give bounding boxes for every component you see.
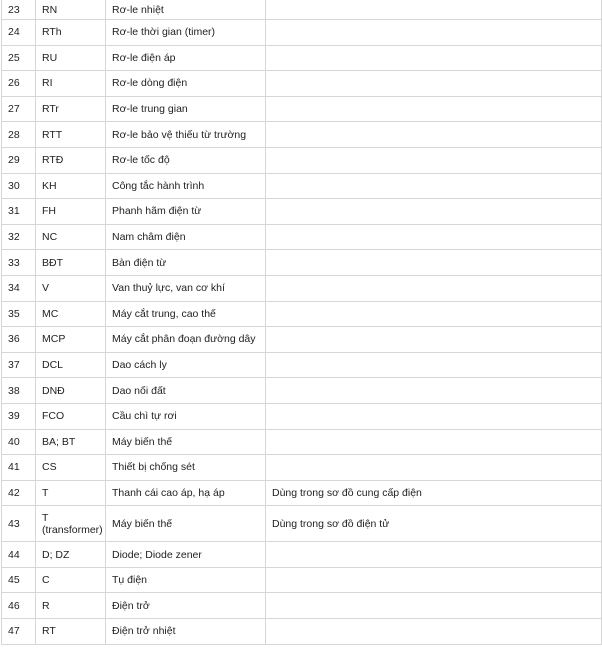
row-note: [266, 567, 602, 593]
row-note: [266, 250, 602, 276]
row-number: 24: [2, 20, 36, 46]
row-number: 36: [2, 327, 36, 353]
table-row: [2, 199, 602, 225]
row-note: Dùng trong sơ đồ điện tử: [266, 506, 602, 542]
table-row: [2, 403, 602, 429]
row-code: RTh: [36, 20, 106, 46]
row-name: Van thuỷ lực, van cơ khí: [106, 275, 266, 301]
row-number: 26: [2, 71, 36, 97]
row-note: [266, 301, 602, 327]
row-note: [266, 455, 602, 481]
row-code: RTr: [36, 96, 106, 122]
row-name: Máy biến thế: [106, 429, 266, 455]
row-number: 35: [2, 301, 36, 327]
row-code: RI: [36, 71, 106, 97]
row-name: Rơ-le bảo vệ thiếu từ trường: [106, 122, 266, 148]
row-code: NC: [36, 224, 106, 250]
table-row: [2, 275, 602, 301]
table-row: [2, 429, 602, 455]
row-number: 40: [2, 429, 36, 455]
row-name: Máy cắt trung, cao thế: [106, 301, 266, 327]
row-name: Cầu chì tự rơi: [106, 403, 266, 429]
row-code: R: [36, 593, 106, 619]
row-code: RT: [36, 619, 106, 645]
table-row: [2, 224, 602, 250]
row-note: [266, 275, 602, 301]
row-note: [266, 378, 602, 404]
row-code: CS: [36, 455, 106, 481]
table-row: [2, 301, 602, 327]
row-note: [266, 429, 602, 455]
row-code: V: [36, 275, 106, 301]
row-name: Dao cách ly: [106, 352, 266, 378]
row-number: 46: [2, 593, 36, 619]
table-row: [2, 480, 602, 506]
row-number: 29: [2, 147, 36, 173]
row-name: Bàn điện từ: [106, 250, 266, 276]
row-note: [266, 403, 602, 429]
row-name: Tụ điện: [106, 567, 266, 593]
row-code: KH: [36, 173, 106, 199]
table-row: [2, 71, 602, 97]
table-row: [2, 327, 602, 353]
row-note: [266, 173, 602, 199]
row-name: Rơ-le trung gian: [106, 96, 266, 122]
table-row: [2, 455, 602, 481]
row-name: Máy cắt phân đoạn đường dây: [106, 327, 266, 353]
row-number: 28: [2, 122, 36, 148]
row-code: FH: [36, 199, 106, 225]
row-number: 33: [2, 250, 36, 276]
row-code: MCP: [36, 327, 106, 353]
row-note: [266, 352, 602, 378]
row-number: 42: [2, 480, 36, 506]
row-number: 31: [2, 199, 36, 225]
row-code: C: [36, 567, 106, 593]
table-body: [2, 0, 602, 644]
table-row: [2, 378, 602, 404]
row-name: Nam châm điện: [106, 224, 266, 250]
row-name: Rơ-le nhiệt: [106, 0, 266, 20]
row-name: Rơ-le điện áp: [106, 45, 266, 71]
table-row: [2, 619, 602, 645]
row-name: Máy biến thế: [106, 506, 266, 542]
row-number: 27: [2, 96, 36, 122]
table-row: [2, 45, 602, 71]
row-name: Thiết bị chống sét: [106, 455, 266, 481]
row-code: T (transformer): [36, 506, 106, 542]
row-name: Phanh hãm điện từ: [106, 199, 266, 225]
row-number: 43: [2, 506, 36, 542]
table-row: [2, 593, 602, 619]
table-row: [2, 250, 602, 276]
row-number: 25: [2, 45, 36, 71]
row-name: Diode; Diode zener: [106, 542, 266, 568]
row-code: RN: [36, 0, 106, 20]
row-name: Rơ-le dòng điện: [106, 71, 266, 97]
table-row: [2, 20, 602, 46]
table-row: [2, 542, 602, 568]
row-number: 39: [2, 403, 36, 429]
row-number: 23: [2, 0, 36, 20]
table-row: [2, 96, 602, 122]
row-note: [266, 542, 602, 568]
row-note: [266, 20, 602, 46]
row-code: D; DZ: [36, 542, 106, 568]
row-note: [266, 327, 602, 353]
row-name: Điện trở: [106, 593, 266, 619]
row-code: RTĐ: [36, 147, 106, 173]
row-code: MC: [36, 301, 106, 327]
row-number: 32: [2, 224, 36, 250]
row-code: BA; BT: [36, 429, 106, 455]
row-name: Thanh cái cao áp, hạ áp: [106, 480, 266, 506]
row-number: 41: [2, 455, 36, 481]
row-name: Công tắc hành trình: [106, 173, 266, 199]
row-note: [266, 224, 602, 250]
table-row: [2, 567, 602, 593]
row-note: [266, 0, 602, 20]
row-note: [266, 199, 602, 225]
row-note: [266, 593, 602, 619]
table-row: [2, 352, 602, 378]
row-note: Dùng trong sơ đồ cung cấp điện: [266, 480, 602, 506]
row-name: Rơ-le thời gian (timer): [106, 20, 266, 46]
row-code: T: [36, 480, 106, 506]
row-number: 30: [2, 173, 36, 199]
row-code: DCL: [36, 352, 106, 378]
row-note: [266, 96, 602, 122]
table-row: [2, 506, 602, 542]
row-note: [266, 147, 602, 173]
symbols-table: [1, 0, 602, 645]
row-code: DNĐ: [36, 378, 106, 404]
row-name: Điện trở nhiệt: [106, 619, 266, 645]
row-number: 37: [2, 352, 36, 378]
row-note: [266, 122, 602, 148]
row-note: [266, 45, 602, 71]
table-row: [2, 122, 602, 148]
row-number: 34: [2, 275, 36, 301]
row-code: BĐT: [36, 250, 106, 276]
row-code: RU: [36, 45, 106, 71]
row-note: [266, 619, 602, 645]
row-number: 45: [2, 567, 36, 593]
row-number: 47: [2, 619, 36, 645]
table-row: [2, 173, 602, 199]
row-note: [266, 71, 602, 97]
row-code: RTT: [36, 122, 106, 148]
table-row: [2, 147, 602, 173]
row-code: FCO: [36, 403, 106, 429]
row-name: Rơ-le tốc độ: [106, 147, 266, 173]
row-number: 44: [2, 542, 36, 568]
table-row: [2, 0, 602, 20]
row-name: Dao nối đất: [106, 378, 266, 404]
row-number: 38: [2, 378, 36, 404]
